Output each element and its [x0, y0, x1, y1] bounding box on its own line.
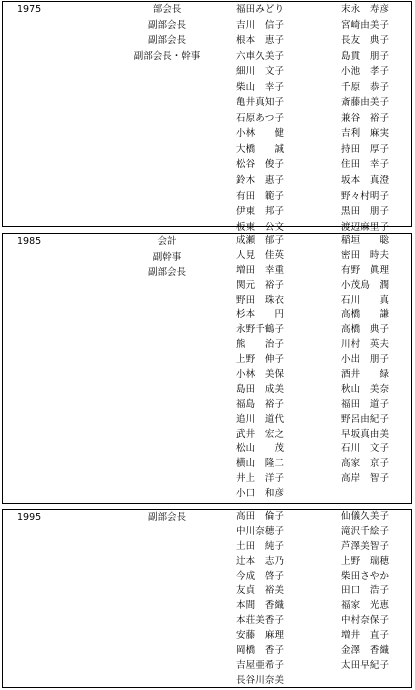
member-column-b: [341, 234, 413, 487]
member: 仙儀久美子: [341, 511, 389, 522]
member: 上野 伸子: [236, 354, 284, 366]
member: 野々村明子: [341, 190, 389, 202]
member: 稲垣 聡: [341, 235, 389, 246]
block-1975: [2, 1, 412, 233]
member: 福田 道子: [341, 398, 389, 410]
member: 島田 成美: [236, 383, 284, 395]
roles-list: [121, 234, 213, 281]
member: 小林 美保: [236, 369, 284, 381]
member: 住田 幸子: [341, 159, 389, 171]
member-column-b: [341, 510, 413, 674]
member: 密田 時夫: [341, 249, 389, 261]
member: 斎藤由美子: [341, 97, 389, 109]
member: 福田みどり: [236, 4, 284, 15]
member: 大橋 誠: [236, 143, 284, 155]
year-label: 1985: [17, 236, 42, 247]
member: 永野千鶴子: [236, 324, 284, 336]
member: 島貫 朋子: [341, 50, 389, 62]
role: 部会長: [152, 4, 182, 15]
member: 中川奈穂子: [236, 525, 284, 537]
member: 野呂由紀子: [341, 413, 389, 425]
member: 松山 茂: [236, 443, 284, 455]
member: 芦澤美智子: [341, 540, 389, 552]
member: 増田 幸重: [236, 264, 284, 276]
member: 成瀬 郁子: [236, 235, 284, 246]
role: 副幹事: [152, 251, 182, 263]
member: 武井 宏之: [236, 428, 284, 440]
member: 石川 真: [341, 294, 389, 306]
member: 太田早紀子: [341, 659, 389, 671]
member: 関元 裕子: [236, 279, 284, 291]
member: 追川 道代: [236, 413, 284, 425]
member: 高田 倫子: [236, 511, 284, 522]
member: 増井 直子: [341, 630, 389, 642]
member: 有田 範子: [236, 190, 284, 202]
member: 石原あつ子: [236, 112, 284, 124]
member: 吉川 信子: [236, 19, 284, 31]
member: 今成 啓子: [236, 570, 284, 582]
member: 高家 京子: [341, 458, 389, 470]
member: 板東 公文: [236, 221, 284, 233]
member: 熊 治子: [236, 339, 284, 351]
member: 福家 光恵: [341, 600, 389, 612]
member: 高橋 典子: [341, 324, 389, 336]
member: 小出 朋子: [341, 354, 389, 366]
member: 秋山 美奈: [341, 383, 389, 395]
member: 小林 健: [236, 128, 284, 140]
member: 酒井 緑: [341, 369, 389, 381]
role: 会計: [157, 236, 177, 247]
member: 安藤 麻理: [236, 630, 284, 642]
member: 滝沢千絵子: [341, 525, 389, 537]
member: 末永 寿彦: [341, 4, 389, 15]
member: 土田 純子: [236, 540, 284, 552]
member: 本荘美香子: [236, 615, 284, 627]
block-1985: [2, 233, 412, 504]
block-1995: [2, 509, 412, 688]
member: 黒田 朋子: [341, 206, 389, 218]
member: 高橋 謙: [341, 309, 389, 321]
member: 金澤 香織: [341, 645, 389, 657]
role: 副部会長: [147, 267, 186, 279]
member: 長谷川奈美: [236, 674, 284, 686]
member-column-a: [236, 510, 326, 689]
member: 伊東 邦子: [236, 206, 284, 218]
member: 根本 恵子: [236, 35, 284, 47]
member: 吉屋亜希子: [236, 659, 284, 671]
member-column-a: [236, 234, 326, 502]
year-label: 1975: [17, 4, 42, 15]
role: 副部会長: [147, 19, 186, 31]
member: 田口 浩子: [341, 585, 389, 597]
member: 宮崎由美子: [341, 19, 389, 31]
member: 中村奈保子: [341, 615, 389, 627]
member: 兼谷 裕子: [341, 112, 389, 124]
member: 持田 厚子: [341, 143, 389, 155]
member: 上野 瑞穂: [341, 555, 389, 567]
roles-list: [121, 510, 213, 526]
member: 亀井真知子: [236, 97, 284, 109]
member: 野田 珠衣: [236, 294, 284, 306]
member: 千原 恭子: [341, 81, 389, 93]
member-column-a: [236, 2, 326, 235]
year-label: 1995: [17, 512, 42, 523]
member: 杉本 円: [236, 309, 284, 321]
member: 坂本 真澄: [341, 175, 389, 187]
member: 細川 文子: [236, 66, 284, 78]
member: 早坂真由美: [341, 428, 389, 440]
member: 本間 香織: [236, 600, 284, 612]
member-column-b: [341, 2, 413, 235]
member: 岡橋 香子: [236, 645, 284, 657]
role: 副部会長: [147, 512, 186, 523]
member: 松谷 俊子: [236, 159, 284, 171]
member: 川村 英夫: [341, 339, 389, 351]
member: 人見 佳英: [236, 249, 284, 261]
member: 柴田さやか: [341, 570, 389, 582]
roles-list: [121, 2, 213, 64]
member: 有野 眞理: [341, 264, 389, 276]
member: 高岸 智子: [341, 473, 389, 485]
member: 吉利 麻実: [341, 128, 389, 140]
member: 横山 隆二: [236, 458, 284, 470]
member: 渡辺麻里子: [341, 221, 389, 233]
member: 柴山 幸子: [236, 81, 284, 93]
member: 長友 典子: [341, 35, 389, 47]
member: 小池 孝子: [341, 66, 389, 78]
role: 副部会長: [147, 35, 186, 47]
member: 石川 文子: [341, 443, 389, 455]
member: 小茂鳥 潤: [341, 279, 389, 291]
member: 友貞 裕美: [236, 585, 284, 597]
member: 井上 洋子: [236, 473, 284, 485]
member: 辻本 志乃: [236, 555, 284, 567]
member: 鈴木 惠子: [236, 175, 284, 187]
member: 福島 裕子: [236, 398, 284, 410]
member: 六車久美子: [236, 50, 284, 62]
member: 小口 和彦: [236, 488, 284, 500]
role: 副部会長・幹事: [133, 50, 201, 62]
